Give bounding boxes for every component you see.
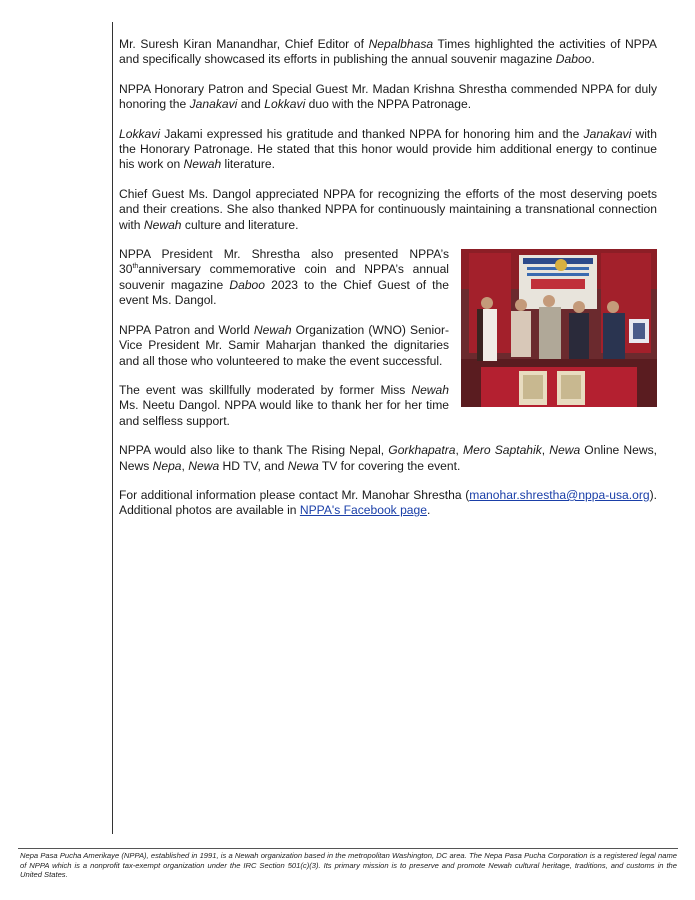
- event-photo-icon: [461, 249, 657, 407]
- paragraph-wno: NPPA Patron and World Newah Organization (WNO) Senior-Vice President Mr. Samir Maharjan thanked the dignitaries and all those who volunteered to make the event successful.: [119, 322, 449, 368]
- footer-divider: [18, 848, 678, 849]
- paragraph-chief-guest: Chief Guest Ms. Dangol appreciated NPPA for recognizing the efforts of the most deserving poets and their creations. She also thanked NPPA for continuously maintaining a transnational connection with Newah culture and literature.: [119, 186, 657, 232]
- event-photo: [461, 249, 657, 407]
- paragraph-contact: For additional information please contact Mr. Manohar Shrestha (manohar.shrestha@nppa-usa.org). Additional photos are available in NPPA's Facebook page.: [119, 487, 657, 518]
- paragraph-suresh: Mr. Suresh Kiran Manandhar, Chief Editor of Nepalbhasa Times highlighted the activities of NPPA and specifically showcased its efforts in publishing the annual souvenir magazine Daboo.: [119, 37, 657, 67]
- paragraph-moderator: The event was skillfully moderated by former Miss Newah Ms. Neetu Dangol. NPPA would like to thank her for her time and selfless support.: [119, 382, 449, 428]
- paragraph-media-thanks: NPPA would also like to thank The Rising Nepal, Gorkhapatra, Mero Saptahik, Newa Online News, News Nepa, Newa HD TV, and Newa TV for covering the event.: [119, 443, 657, 473]
- margin-rule: [112, 22, 113, 834]
- facebook-link[interactable]: NPPA's Facebook page: [299, 503, 427, 518]
- paragraph-president: NPPA President Mr. Shrestha also presented NPPA’s 30thanniversary commemorative coin and NPPA’s annual souvenir magazine Daboo 2023 to the Chief Guest of the event Ms. Dangol.: [119, 247, 449, 308]
- paragraph-madan: NPPA Honorary Patron and Special Guest Mr. Madan Krishna Shrestha commended NPPA for duly honoring the Janakavi and Lokkavi duo with the NPPA Patronage.: [119, 81, 657, 112]
- article-body: [119, 37, 657, 533]
- footer-note: Nepa Pasa Pucha Amerikaye (NPPA), established in 1991, is a Newah organization based in the metropolitan Washington, DC area. The Nepa Pasa Pucha Corporation is a registered legal name of NPPA which is a nonprofit tax-exempt organization under the IRC Section 501(c)(3). Its primary mission is to preserve and promote Newah cultural heritage, traditions, and customs in the United States.: [20, 851, 677, 880]
- email-link[interactable]: manohar.shrestha@nppa-usa.org: [469, 487, 650, 502]
- paragraph-lokkavi: Lokkavi Jakami expressed his gratitude and thanked NPPA for honoring him and the Janakavi with the Honorary Patronage. He stated that this honor would provide him additional energy to continue his work on Newah literature.: [119, 126, 657, 172]
